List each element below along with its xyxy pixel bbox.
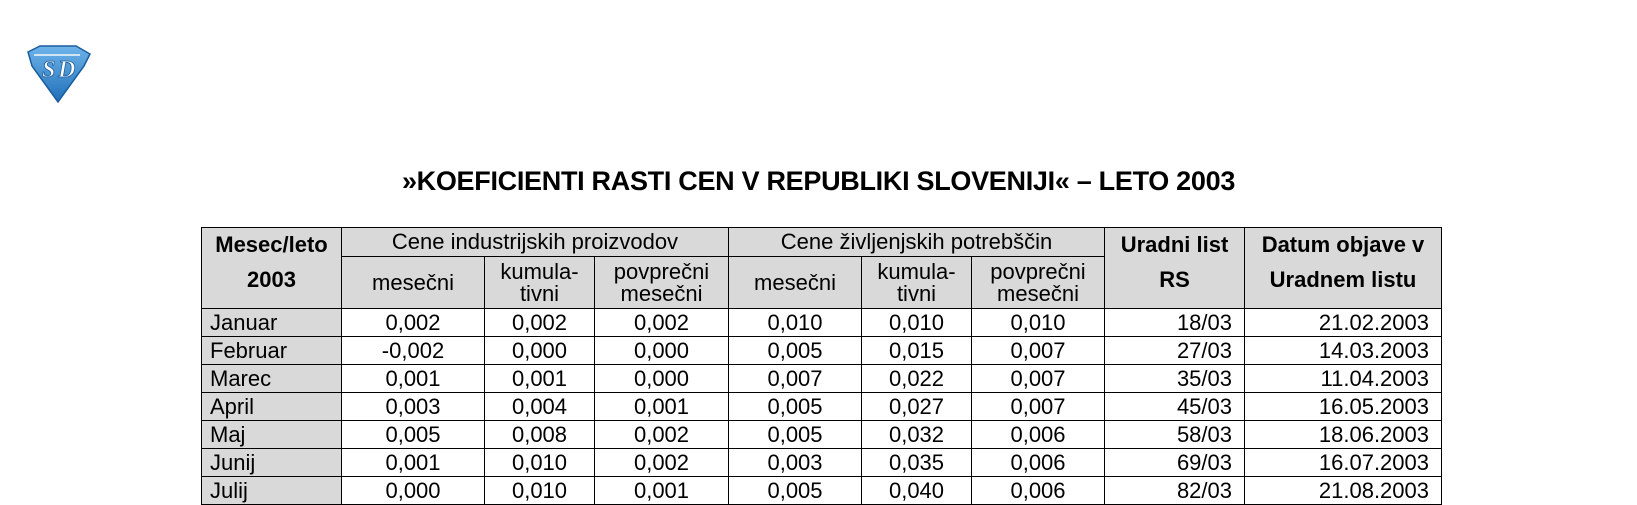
- month-cell: Marec: [202, 365, 342, 393]
- publication-date-header: Datum objave v Uradnem listu: [1245, 228, 1442, 309]
- living-average-cell: 0,007: [972, 393, 1105, 421]
- living-cumulative-cell: 0,022: [862, 365, 972, 393]
- month-cell: Maj: [202, 421, 342, 449]
- svg-text:S: S: [42, 57, 56, 83]
- industry-average-cell: 0,002: [595, 449, 729, 477]
- document-title: »KOEFICIENTI RASTI CEN V REPUBLIKI SLOVENIJI« – LETO 2003: [401, 166, 1236, 196]
- living-monthly-cell: 0,010: [729, 309, 862, 337]
- official-gazette-cell: 27/03: [1105, 337, 1245, 365]
- industry-average-cell: 0,001: [595, 477, 729, 505]
- industry-monthly-cell: 0,001: [342, 449, 485, 477]
- living-average-cell: 0,007: [972, 337, 1105, 365]
- industry-cumulative-header: kumula- tivni: [485, 257, 595, 309]
- official-gazette-cell: 58/03: [1105, 421, 1245, 449]
- month-year-header: Mesec/leto 2003: [202, 228, 342, 309]
- industry-average-cell: 0,000: [595, 337, 729, 365]
- official-gazette-cell: 45/03: [1105, 393, 1245, 421]
- living-cumulative-cell: 0,032: [862, 421, 972, 449]
- industry-cumulative-cell: 0,008: [485, 421, 595, 449]
- living-cumulative-cell: 0,027: [862, 393, 972, 421]
- living-average-monthly-header: povprečni mesečni: [972, 257, 1105, 309]
- industry-cumulative-cell: 0,002: [485, 309, 595, 337]
- industry-monthly-cell: -0,002: [342, 337, 485, 365]
- table-row: [202, 309, 1442, 337]
- table-body: [202, 309, 1442, 505]
- industry-monthly-cell: 0,000: [342, 477, 485, 505]
- living-monthly-cell: 0,003: [729, 449, 862, 477]
- month-cell: Januar: [202, 309, 342, 337]
- official-gazette-cell: 35/03: [1105, 365, 1245, 393]
- living-cumulative-cell: 0,035: [862, 449, 972, 477]
- industry-average-cell: 0,002: [595, 309, 729, 337]
- living-cumulative-cell: 0,015: [862, 337, 972, 365]
- living-cumulative-header: kumula- tivni: [862, 257, 972, 309]
- living-average-cell: 0,007: [972, 365, 1105, 393]
- living-cumulative-cell: 0,010: [862, 309, 972, 337]
- industry-monthly-cell: 0,005: [342, 421, 485, 449]
- industry-monthly-header: mesečni: [342, 257, 485, 309]
- publication-date-cell: 16.05.2003: [1245, 393, 1442, 421]
- official-gazette-cell: 69/03: [1105, 449, 1245, 477]
- industry-average-cell: 0,000: [595, 365, 729, 393]
- table-row: [202, 337, 1442, 365]
- table-row: [202, 421, 1442, 449]
- table-row: [202, 393, 1442, 421]
- living-monthly-cell: 0,005: [729, 477, 862, 505]
- table-row: [202, 365, 1442, 393]
- month-cell: Februar: [202, 337, 342, 365]
- industry-cumulative-cell: 0,010: [485, 477, 595, 505]
- industry-cumulative-cell: 0,010: [485, 449, 595, 477]
- publication-date-cell: 18.06.2003: [1245, 421, 1442, 449]
- svg-text:D: D: [58, 57, 76, 83]
- industry-average-monthly-header: povprečni mesečni: [595, 257, 729, 309]
- month-cell: April: [202, 393, 342, 421]
- price-coefficients-table: [201, 227, 1442, 505]
- living-monthly-cell: 0,005: [729, 421, 862, 449]
- living-monthly-cell: 0,007: [729, 365, 862, 393]
- industry-monthly-cell: 0,003: [342, 393, 485, 421]
- living-average-cell: 0,006: [972, 449, 1105, 477]
- publication-date-cell: 16.07.2003: [1245, 449, 1442, 477]
- official-gazette-cell: 18/03: [1105, 309, 1245, 337]
- month-cell: Julij: [202, 477, 342, 505]
- industry-average-cell: 0,001: [595, 393, 729, 421]
- living-average-cell: 0,006: [972, 421, 1105, 449]
- official-gazette-cell: 82/03: [1105, 477, 1245, 505]
- official-gazette-header: Uradni list RS: [1105, 228, 1245, 309]
- industry-monthly-cell: 0,002: [342, 309, 485, 337]
- publication-date-cell: 11.04.2003: [1245, 365, 1442, 393]
- living-average-cell: 0,006: [972, 477, 1105, 505]
- living-monthly-header: mesečni: [729, 257, 862, 309]
- industry-cumulative-cell: 0,001: [485, 365, 595, 393]
- publication-date-cell: 14.03.2003: [1245, 337, 1442, 365]
- living-costs-header: Cene življenjskih potrebščin: [729, 228, 1105, 257]
- industry-monthly-cell: 0,001: [342, 365, 485, 393]
- living-monthly-cell: 0,005: [729, 337, 862, 365]
- month-cell: Junij: [202, 449, 342, 477]
- table-row: [202, 449, 1442, 477]
- publication-date-cell: 21.08.2003: [1245, 477, 1442, 505]
- publication-date-cell: 21.02.2003: [1245, 309, 1442, 337]
- sd-shield-logo-icon: [22, 44, 94, 104]
- industry-prices-header: Cene industrijskih proizvodov: [342, 228, 729, 257]
- industry-cumulative-cell: 0,000: [485, 337, 595, 365]
- living-cumulative-cell: 0,040: [862, 477, 972, 505]
- industry-average-cell: 0,002: [595, 421, 729, 449]
- living-monthly-cell: 0,005: [729, 393, 862, 421]
- table-row: [202, 477, 1442, 505]
- living-average-cell: 0,010: [972, 309, 1105, 337]
- industry-cumulative-cell: 0,004: [485, 393, 595, 421]
